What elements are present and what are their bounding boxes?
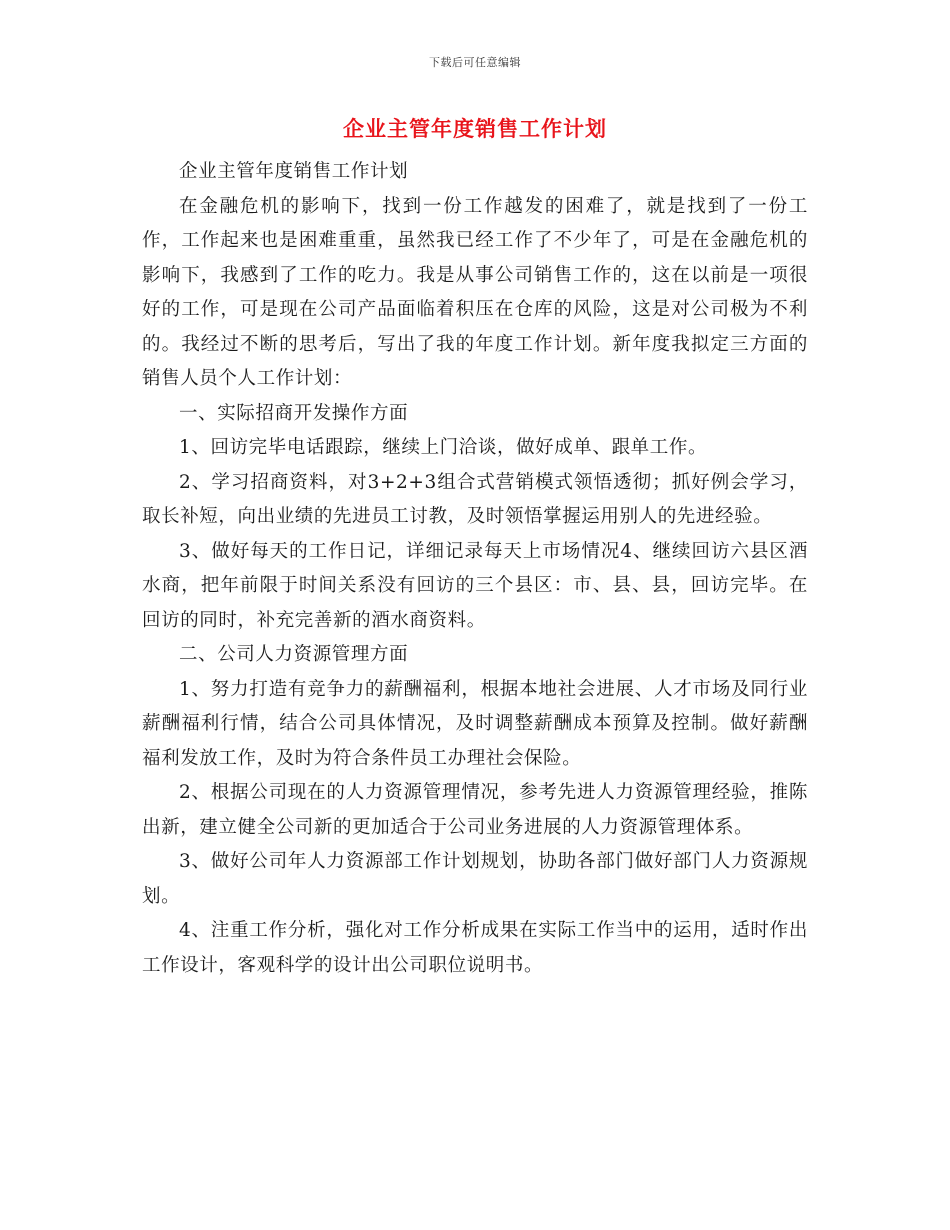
body-paragraph-subtitle: 企业主管年度销售工作计划 [179,161,409,182]
document-body [142,155,808,983]
list-item: 2、学习招商资料，对3+2+3组合式营销模式领悟透彻；抓好例会学习，取长补短，向出业绩的先进员工讨教，及时领悟掌握运用别人的先进经验。 [142,471,808,527]
body-paragraph-intro: 在金融危机的影响下，找到一份工作越发的困难了，就是找到了一份工作，工作起来也是困难重重，虽然我已经工作了不少年了，可是在金融危机的影响下，我感到了工作的吃力。我是从事公司销售工作的，这在以前是一项很好的工作，可是现在公司产品面临着积压在仓库的风险，这是对公司极为不利的。我经过不断的思考后，写出了我的年度工作计划。新年度我拟定三方面的销售人员个人工作计划： [142,195,808,389]
list-item: 4、注重工作分析，强化对工作分析成果在实际工作当中的运用，适时作出工作设计，客观科学的设计出公司职位说明书。 [142,920,808,976]
list-item: 3、做好每天的工作日记，详细记录每天上市场情况4、继续回访六县区酒水商，把年前限于时间关系没有回访的三个县区：市、县、县，回访完毕。在回访的同时，补充完善新的酒水商资料。 [142,540,808,631]
list-item: 1、努力打造有竞争力的薪酬福利，根据本地社会进展、人才市场及同行业薪酬福利行情，结合公司具体情况，及时调整薪酬成本预算及控制。做好薪酬福利发放工作，及时为符合条件员工办理社会保险。 [142,678,808,769]
section-heading-2: 二、公司人力资源管理方面 [179,644,409,665]
section-heading-1: 一、实际招商开发操作方面 [179,402,409,424]
header-note: 下载后可任意编辑 [429,56,521,69]
document-title: 企业主管年度销售工作计划 [343,116,607,141]
list-item: 2、根据公司现在的人力资源管理情况，参考先进人力资源管理经验，推陈出新，建立健全公司新的更加适合于公司业务进展的人力资源管理体系。 [142,782,808,838]
list-item: 3、做好公司年人力资源部工作计划规划，协助各部门做好部门人力资源规划。 [142,851,808,907]
list-item: 1、回访完毕电话跟踪，继续上门洽谈，做好成单、跟单工作。 [179,437,708,458]
